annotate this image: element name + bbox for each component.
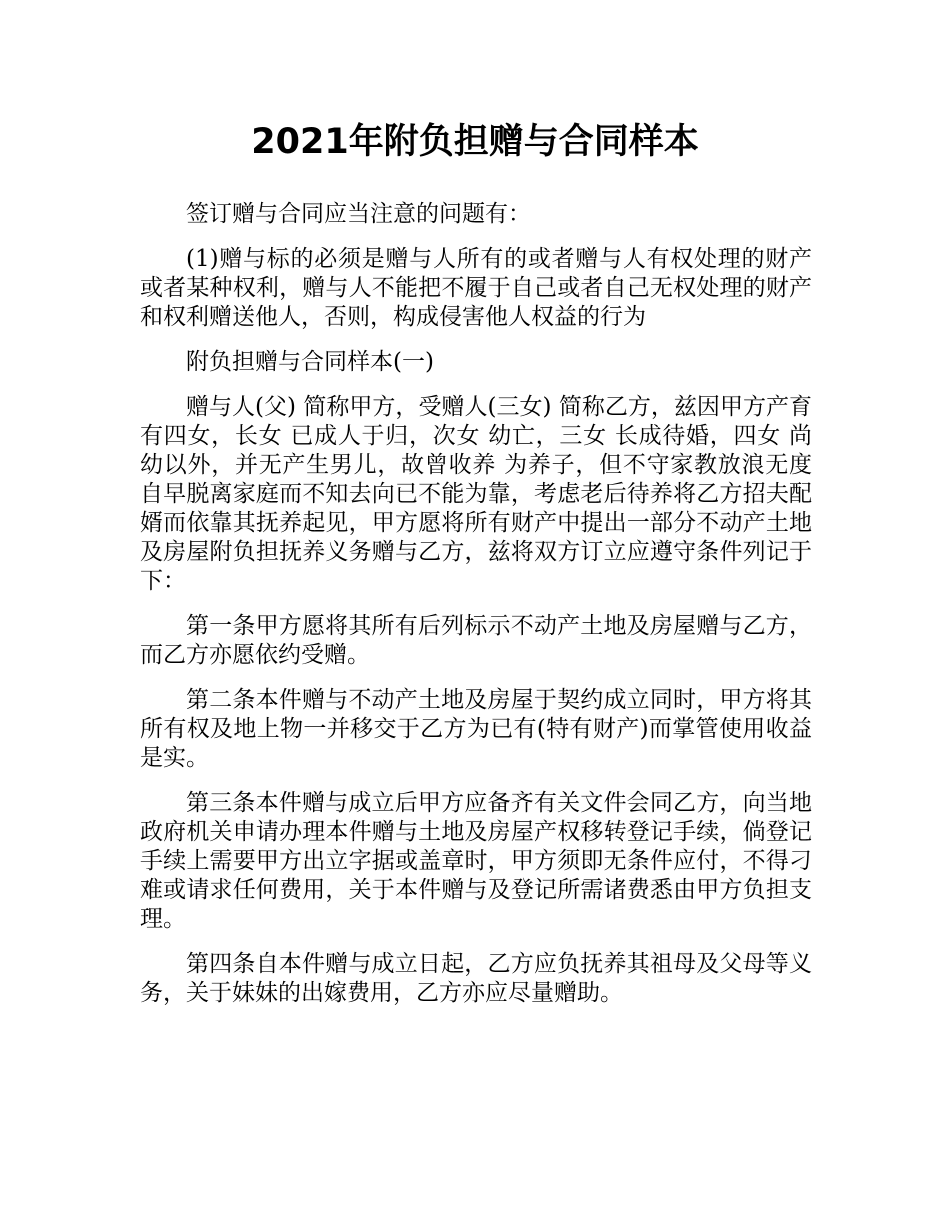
paragraph-article-4: 第四条自本件赠与成立日起，乙方应负抚养其祖母及父母等义务，关于妹妹的出嫁费用，乙方亦应尽量赠助。 bbox=[140, 951, 812, 1006]
document-title: 2021年附负担赠与合同样本 bbox=[251, 122, 699, 162]
paragraph-note-1: (1)赠与标的必须是赠与人所有的或者赠与人有权处理的财产或者某种权利，赠与人不能把不履于自己或者自己无权处理的财产和权利赠送他人，否则，构成侵害他人权益的行为 bbox=[140, 246, 812, 330]
paragraph-preamble: 赠与人(父) 简称甲方，受赠人(三女) 简称乙方，兹因甲方产育有四女，长女 已成人于归，次女 幼亡，三女 长成待婚，四女 尚幼以外，并无产生男儿，故曾收养 为养子，但不守家教放浪无度自早脱离家庭而不知去向已不能为靠，考虑老后待养将乙方招夫配婿而依靠其抚养起见，甲方愿将所有财产中提出一部分不动产土地及房屋附负担抚养义务赠与乙方，兹将双方订立应遵守条件列记于下： bbox=[140, 394, 812, 594]
paragraph-sample-heading: 附负担赠与合同样本(一) bbox=[186, 349, 434, 375]
paragraph-intro: 签订赠与合同应当注意的问题有： bbox=[186, 201, 531, 227]
paragraph-article-1: 第一条甲方愿将其所有后列标示不动产土地及房屋赠与乙方，而乙方亦愿依约受赠。 bbox=[140, 613, 812, 668]
paragraph-article-2: 第二条本件赠与不动产土地及房屋于契约成立同时，甲方将其所有权及地上物一并移交于乙方为已有(特有财产)而掌管使用收益是实。 bbox=[140, 687, 812, 771]
paragraph-article-3: 第三条本件赠与成立后甲方应备齐有关文件会同乙方，向当地政府机关申请办理本件赠与土地及房屋产权移转登记手续，倘登记手续上需要甲方出立字据或盖章时，甲方须即无条件应付，不得刁难或请求任何费用，关于本件赠与及登记所需诸费悉由甲方负担支理。 bbox=[140, 790, 812, 932]
document-body bbox=[140, 200, 812, 1024]
